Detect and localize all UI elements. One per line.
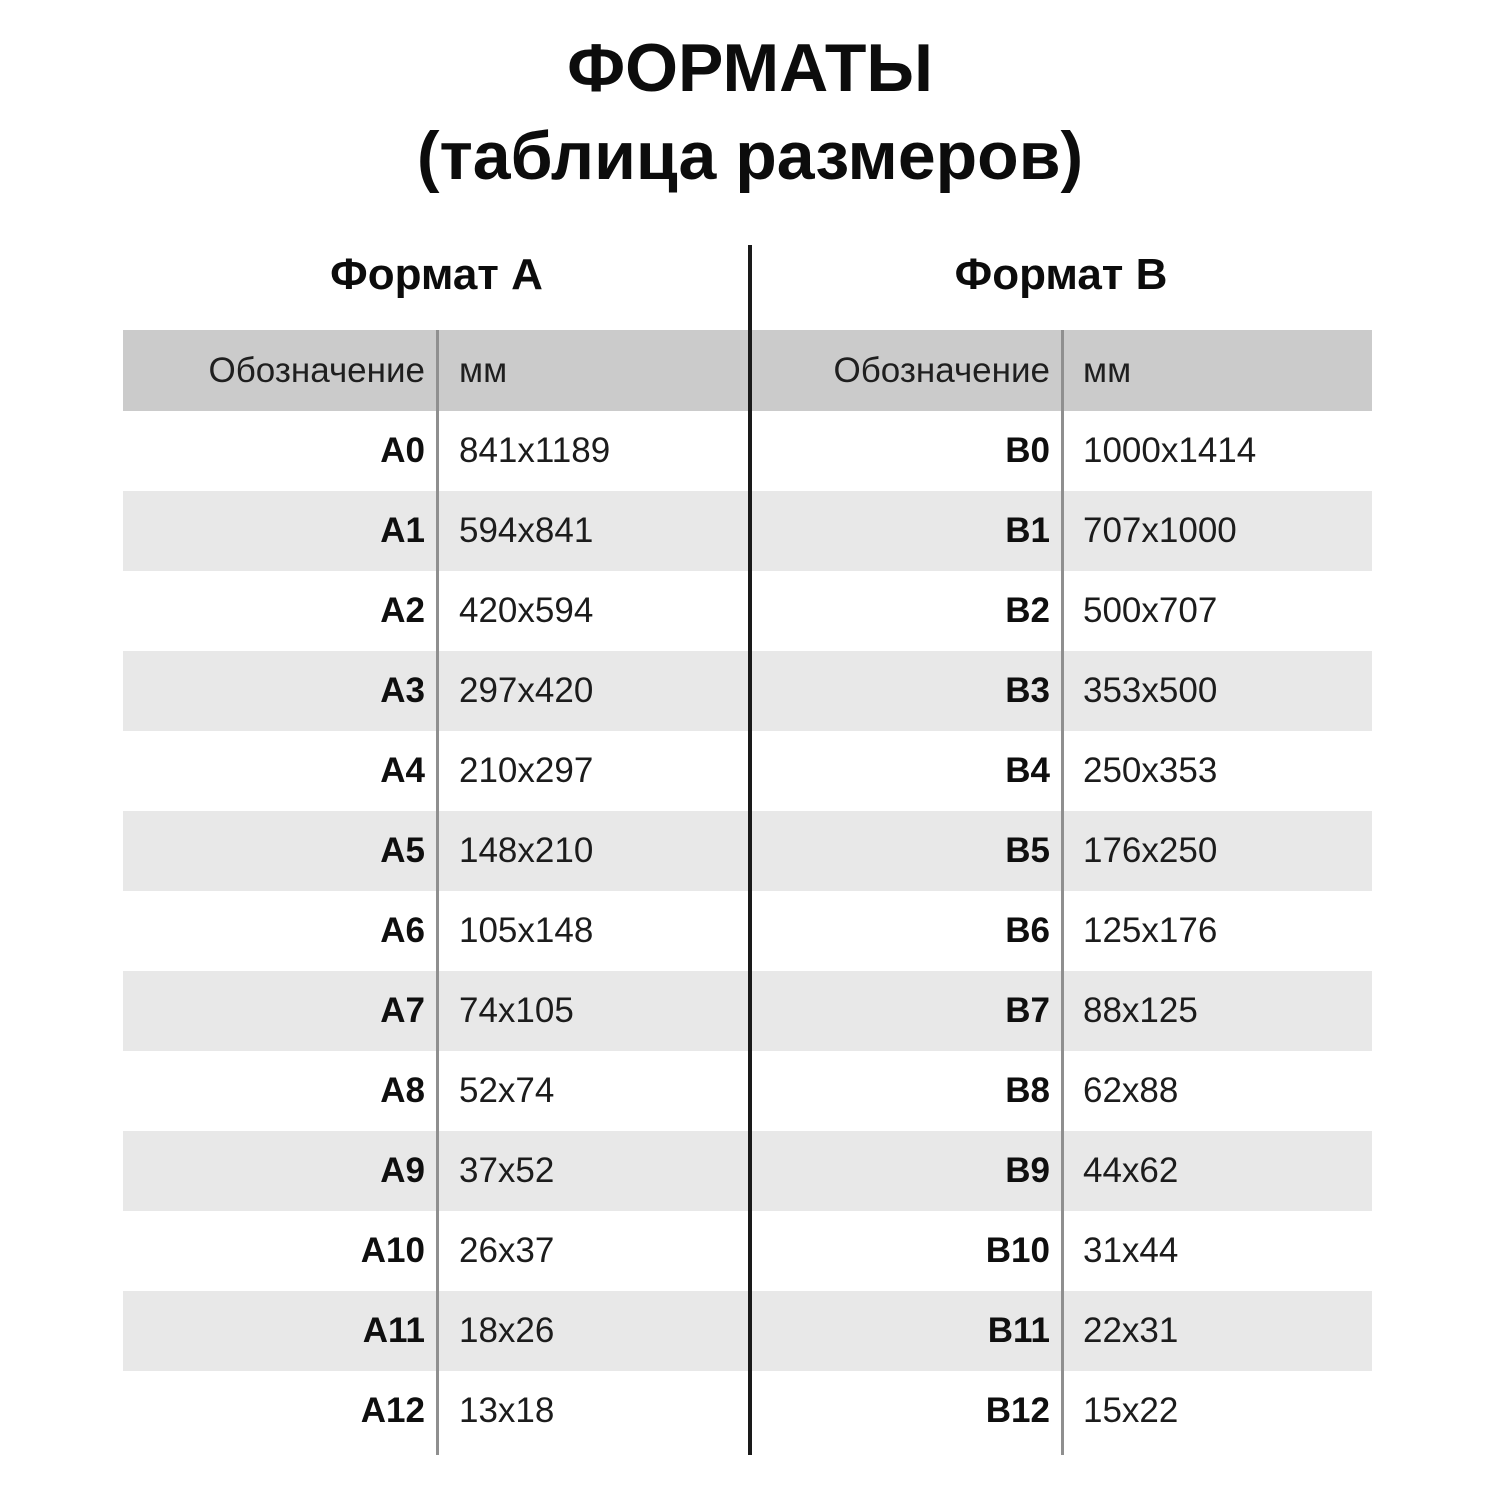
- format-b-size-cell: 44x62: [1083, 1151, 1179, 1190]
- format-a-size-cell: 841x1189: [459, 431, 611, 470]
- format-b-size-cell: 250x353: [1083, 751, 1218, 790]
- format-a-designation-cell: A0: [380, 431, 425, 470]
- format-b-mm-column-header: мм: [1083, 350, 1132, 390]
- format-a-designation-cell: A8: [380, 1071, 425, 1110]
- format-a-designation-cell: A5: [380, 831, 425, 870]
- page-title-line1: ФОРМАТЫ: [567, 30, 933, 106]
- center-divider-line: [748, 245, 752, 1455]
- format-a-size-cell: 420x594: [459, 591, 594, 630]
- format-a-designation-cell: A11: [362, 1311, 425, 1350]
- format-a-size-cell: 18x26: [459, 1311, 555, 1350]
- format-b-size-cell: 707x1000: [1083, 511, 1237, 550]
- page-title: [0, 24, 1500, 200]
- format-a-designation-cell: A1: [380, 511, 425, 550]
- format-a-designation-cell: A3: [380, 671, 425, 710]
- format-a-designation-cell: A12: [360, 1391, 425, 1430]
- format-a-size-cell: 74x105: [459, 991, 574, 1030]
- format-b-designation-cell: B11: [987, 1311, 1050, 1350]
- format-b-heading: Формат B: [954, 250, 1168, 299]
- format-a-designation-cell: A10: [360, 1231, 425, 1270]
- format-b-designation-cell: B7: [1005, 991, 1050, 1030]
- format-a-size-cell: 297x420: [459, 671, 594, 710]
- format-b-size-cell: 176x250: [1083, 831, 1218, 870]
- format-a-designation-column-header: Обозначение: [208, 350, 425, 390]
- format-a-size-cell: 37x52: [459, 1151, 555, 1190]
- format-b-designation-cell: B1: [1005, 511, 1050, 550]
- format-b-size-cell: 22x31: [1083, 1311, 1179, 1350]
- format-a-size-cell: 26x37: [459, 1231, 555, 1270]
- format-a-mm-column-header: мм: [459, 350, 508, 390]
- format-a-size-cell: 52x74: [459, 1071, 555, 1110]
- format-a-size-cell: 594x841: [459, 511, 594, 550]
- format-b-column-divider: [1061, 330, 1064, 1455]
- format-b-size-cell: 31x44: [1083, 1231, 1179, 1270]
- format-b-designation-cell: B3: [1005, 671, 1050, 710]
- format-b-designation-cell: B9: [1005, 1151, 1050, 1190]
- format-b-designation-cell: B6: [1005, 911, 1050, 950]
- format-a-size-cell: 148x210: [459, 831, 594, 870]
- format-a-size-cell: 105x148: [459, 911, 594, 950]
- format-b-designation-column-header: Обозначение: [833, 350, 1050, 390]
- format-b-size-cell: 125x176: [1083, 911, 1218, 950]
- format-b-size-cell: 353x500: [1083, 671, 1218, 710]
- page-title-line2: (таблица размеров): [416, 118, 1084, 194]
- format-b-size-cell: 88x125: [1083, 991, 1198, 1030]
- format-a-size-cell: 210x297: [459, 751, 594, 790]
- format-a-heading: Формат А: [330, 250, 543, 299]
- format-a-column-divider: [436, 330, 439, 1455]
- format-b-designation-cell: B8: [1005, 1071, 1050, 1110]
- format-a-size-cell: 13x18: [459, 1391, 555, 1430]
- format-a-designation-cell: A4: [380, 751, 425, 790]
- format-b-designation-cell: B5: [1005, 831, 1050, 870]
- format-b-designation-cell: B12: [985, 1391, 1050, 1430]
- format-a-designation-cell: A9: [380, 1151, 425, 1190]
- format-a-designation-cell: A6: [380, 911, 425, 950]
- format-b-designation-cell: B10: [985, 1231, 1050, 1270]
- format-b-designation-cell: B0: [1005, 431, 1050, 470]
- format-a-designation-cell: A7: [380, 991, 425, 1030]
- format-b-designation-cell: B2: [1005, 591, 1050, 630]
- format-b-designation-cell: B4: [1005, 751, 1050, 790]
- format-b-size-cell: 1000x1414: [1083, 431, 1257, 470]
- format-b-size-cell: 62x88: [1083, 1071, 1179, 1110]
- format-b-size-cell: 500x707: [1083, 591, 1218, 630]
- format-a-designation-cell: A2: [380, 591, 425, 630]
- format-b-size-cell: 15x22: [1083, 1391, 1179, 1430]
